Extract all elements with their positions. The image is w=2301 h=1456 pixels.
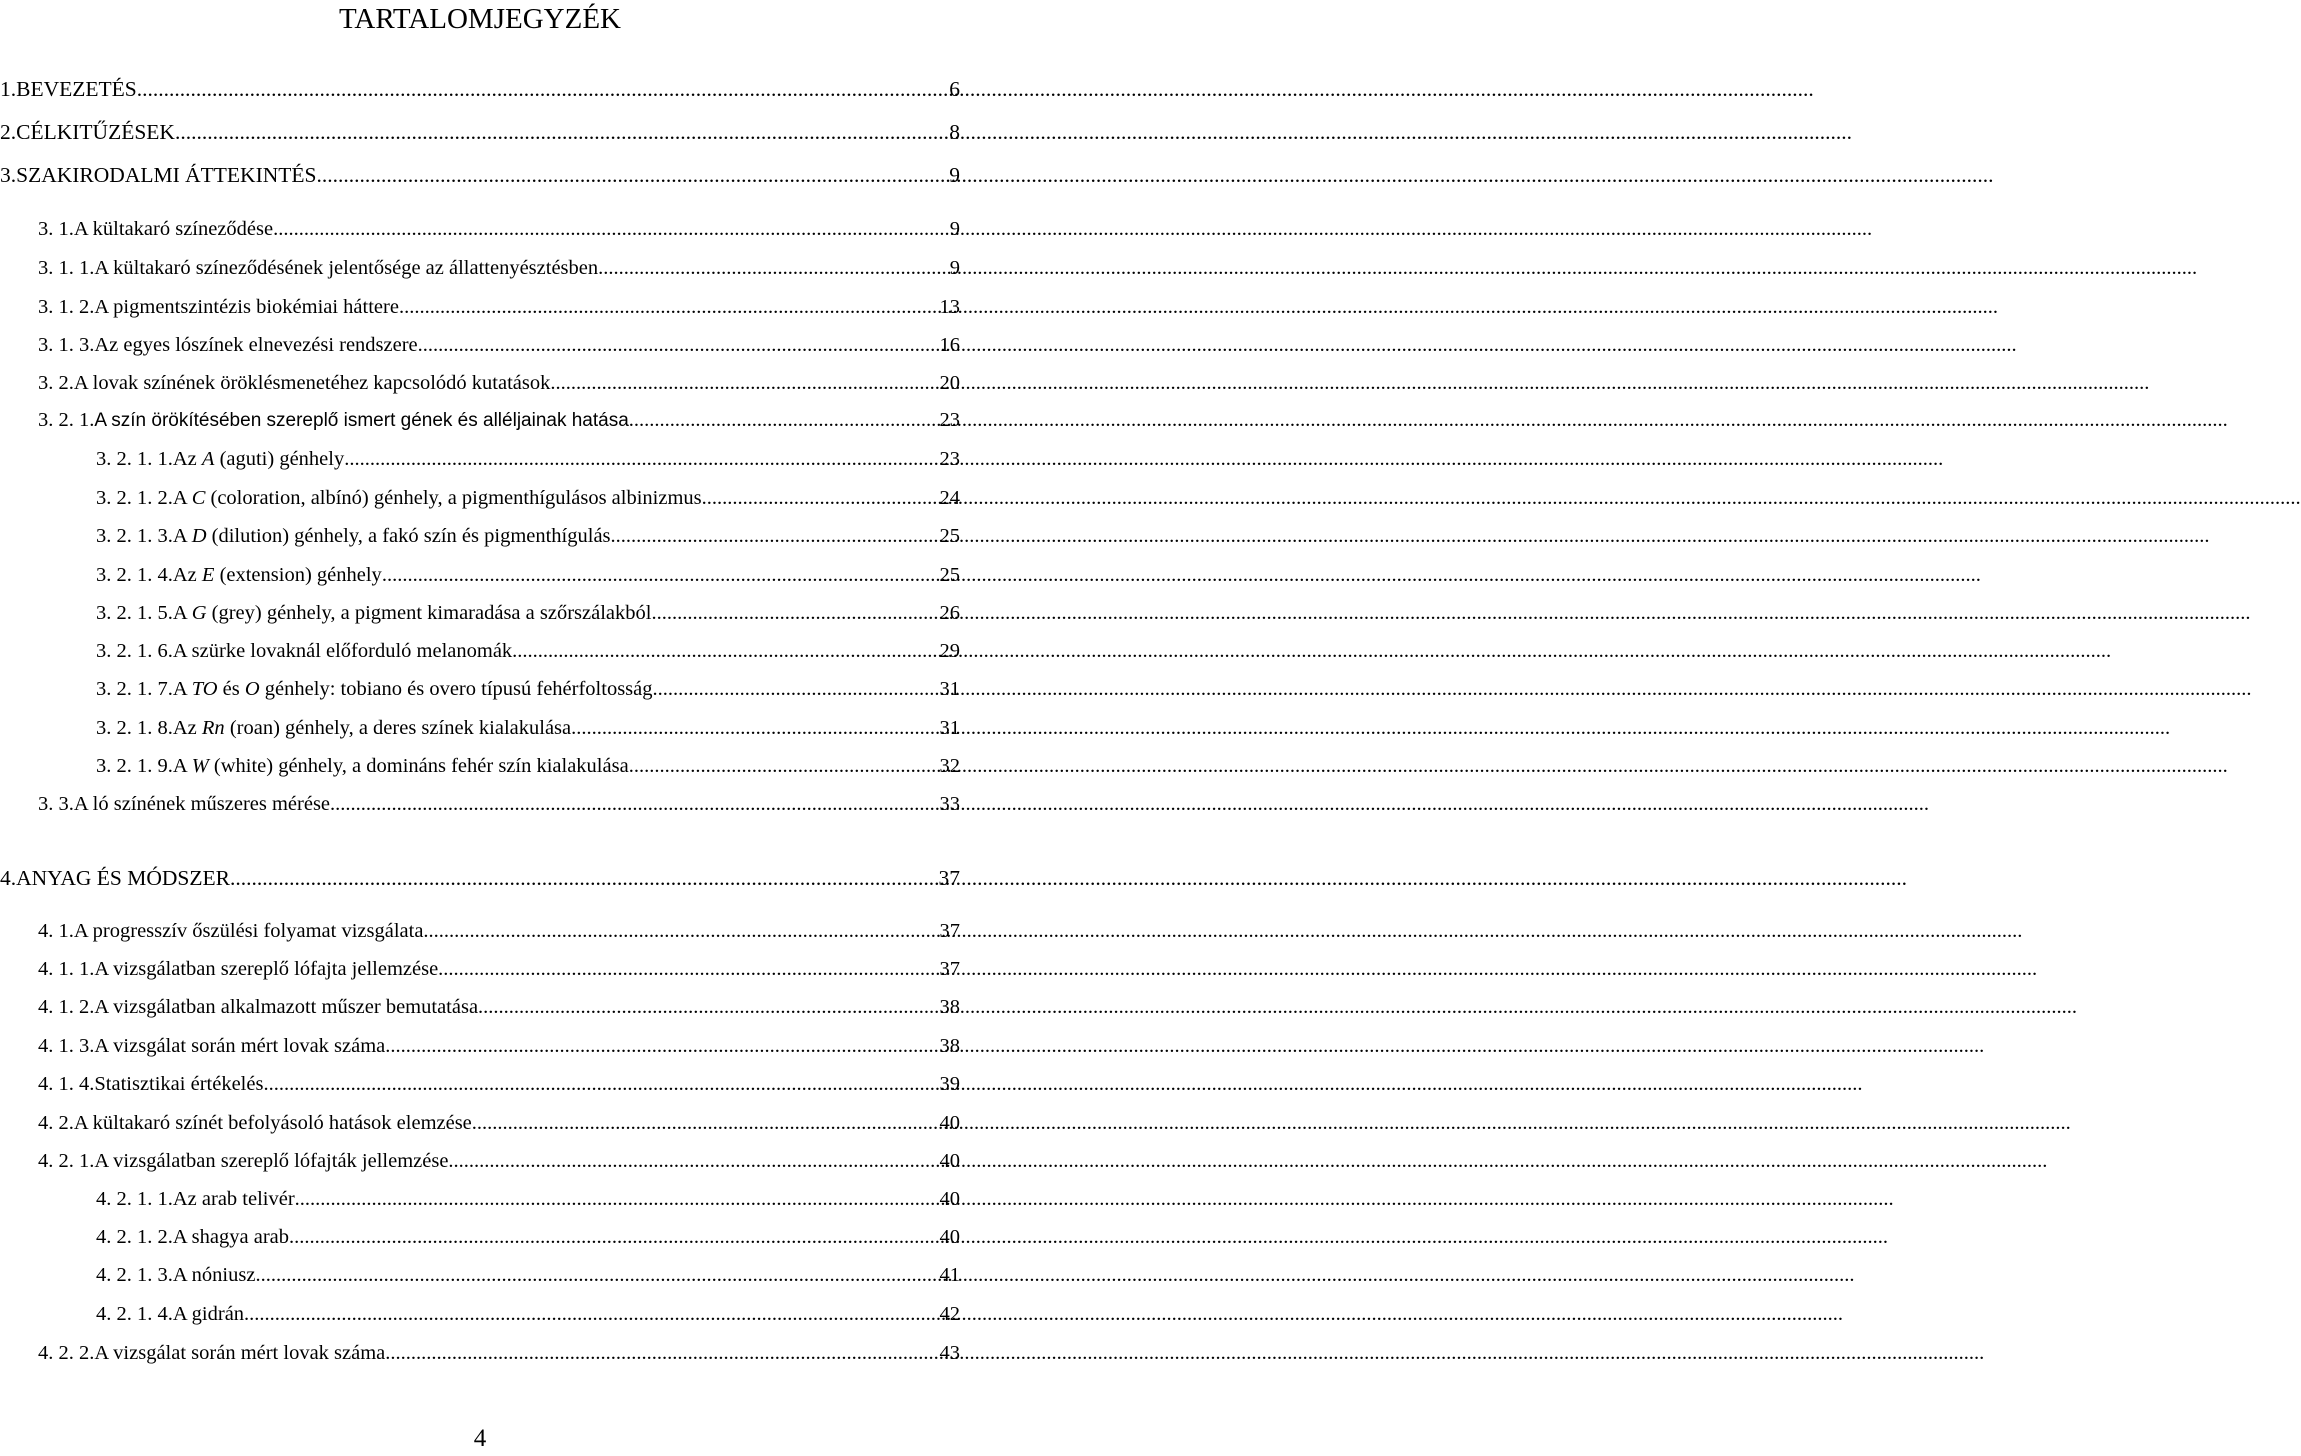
toc-entry-title: Az A (aguti) génhely	[172, 448, 345, 470]
toc-leader-dots	[263, 1065, 939, 1103]
toc-entry-number: 3. 2. 1. 5.	[96, 602, 173, 624]
toc-leader-dots	[330, 785, 939, 823]
toc-entry-number: 3. 2.	[38, 372, 74, 394]
toc-entry-number: 4. 2. 1. 4.	[96, 1303, 173, 1325]
toc-entry[interactable]	[38, 1065, 960, 1103]
toc-entry[interactable]	[0, 113, 960, 151]
toc-leader-dots	[273, 210, 950, 248]
toc-leader-dots	[472, 1104, 940, 1142]
toc-entry-number: 4.	[0, 866, 17, 890]
toc-entry-page: 38	[939, 996, 960, 1018]
toc-entry-title: CÉLKITŰZÉSEK	[16, 120, 175, 144]
toc-entry-page: 9	[949, 163, 960, 187]
toc-leader-dots	[438, 950, 939, 988]
toc-entry[interactable]	[96, 1180, 960, 1218]
toc-entry-number: 4. 2.	[38, 1112, 74, 1134]
toc-entry[interactable]	[96, 632, 960, 670]
toc-leader-dots	[478, 988, 939, 1026]
toc-entry[interactable]	[38, 249, 960, 287]
toc-entry-page: 8	[949, 120, 960, 144]
toc-entry-number: 3. 3.	[38, 793, 74, 815]
toc-leader-dots	[137, 70, 950, 108]
toc-leader-dots	[175, 113, 949, 151]
toc-entry[interactable]	[96, 709, 960, 747]
page-number: 4	[473, 1425, 487, 1452]
toc-entry-title: Az arab telivér	[172, 1188, 295, 1210]
toc-leader-dots	[512, 632, 939, 670]
toc-leader-dots	[230, 859, 939, 897]
toc-entry-number: 3. 2. 1.	[38, 409, 95, 431]
toc-leader-dots	[629, 747, 940, 785]
toc-entry-page: 6	[949, 77, 960, 101]
toc-entry-page: 29	[939, 640, 960, 662]
toc-entry-page: 20	[939, 372, 960, 394]
toc-entry-number: 3.	[0, 163, 17, 187]
toc-entry-page: 43	[939, 1342, 960, 1364]
toc-entry[interactable]	[96, 1256, 960, 1294]
toc-entry-title: A TO és O génhely: tobiano és overo típusú fehérfoltosság	[172, 678, 653, 700]
toc-entry[interactable]	[96, 1218, 960, 1256]
toc-entry-page: 32	[939, 755, 960, 777]
toc-entry-number: 4. 2. 2.	[38, 1342, 95, 1364]
toc-entry[interactable]	[38, 1027, 960, 1065]
toc-entry-page: 26	[939, 602, 960, 624]
toc-entry-number: 3. 1. 1.	[38, 257, 95, 279]
toc-leader-dots	[653, 670, 940, 708]
toc-leader-dots	[629, 401, 940, 439]
toc-entry-number: 4. 1. 1.	[38, 958, 95, 980]
toc-leader-dots	[295, 1180, 940, 1218]
toc-entry[interactable]	[96, 556, 960, 594]
toc-entry-page: 39	[939, 1073, 960, 1095]
toc-entry-title: A pigmentszintézis biokémiai háttere	[94, 296, 399, 318]
toc-entry-number: 4. 2. 1. 2.	[96, 1226, 173, 1248]
toc-entry-page: 13	[939, 296, 960, 318]
toc-entry[interactable]	[38, 988, 960, 1026]
toc-entry-page: 40	[939, 1188, 960, 1210]
toc-leader-dots	[289, 1218, 940, 1256]
toc-entry-title: A vizsgálat során mért lovak száma	[94, 1342, 386, 1364]
toc-entry-title: A kültakaró színeződése	[73, 218, 274, 240]
toc-entry-page: 40	[939, 1150, 960, 1172]
toc-entry-page: 23	[939, 409, 960, 431]
toc-entry[interactable]	[96, 517, 960, 555]
toc-leader-dots	[382, 556, 940, 594]
toc-entry-title: BEVEZETÉS	[16, 77, 137, 101]
toc-entry-number: 3. 2. 1. 1.	[96, 448, 173, 470]
toc-entry-page: 37	[939, 958, 960, 980]
toc-entry-page: 38	[939, 1035, 960, 1057]
toc-entry[interactable]	[38, 326, 960, 364]
toc-entry-title: A vizsgálat során mért lovak száma	[94, 1035, 386, 1057]
toc-entry[interactable]	[38, 785, 960, 823]
toc-entry-title: A G (grey) génhely, a pigment kimaradása a szőrszálakból	[172, 602, 652, 624]
toc-entry-page: 40	[939, 1226, 960, 1248]
toc-entry[interactable]	[38, 1334, 960, 1372]
toc-entry-title: A D (dilution) génhely, a fakó szín és pigmenthígulás	[172, 525, 611, 547]
toc-entry-number: 1.	[0, 77, 17, 101]
toc-leader-dots	[399, 288, 940, 326]
toc-leader-dots	[423, 912, 939, 950]
toc-entry-page: 16	[939, 334, 960, 356]
toc-entry-number: 3. 2. 1. 2.	[96, 487, 173, 509]
toc-entry-page: 33	[939, 793, 960, 815]
toc-entry-title: A vizsgálatban szereplő lófajták jellemzése	[94, 1150, 449, 1172]
toc-entry[interactable]	[96, 670, 960, 708]
toc-leader-dots	[385, 1334, 939, 1372]
toc-leader-dots	[385, 1027, 939, 1065]
toc-entry-number: 3. 2. 1. 3.	[96, 525, 173, 547]
toc-entry-number: 4. 1.	[38, 920, 74, 942]
toc-entry-number: 3. 2. 1. 9.	[96, 755, 173, 777]
toc-leader-dots	[651, 594, 939, 632]
toc-entry[interactable]	[38, 401, 960, 439]
toc-entry-number: 2.	[0, 120, 17, 144]
toc-entry-title: Statisztikai értékelés	[94, 1073, 264, 1095]
toc-entry-number: 4. 2. 1. 1.	[96, 1188, 173, 1210]
toc-entry-title: A szürke lovaknál előforduló melanomák	[172, 640, 513, 662]
toc-entry[interactable]	[38, 912, 960, 950]
toc-entry-page: 24	[939, 487, 960, 509]
toc-entry-title: A gidrán	[172, 1303, 245, 1325]
toc-entry[interactable]	[38, 1142, 960, 1180]
toc-leader-dots	[255, 1256, 939, 1294]
toc-entry-page: 37	[938, 866, 960, 890]
toc-leader-dots	[611, 517, 940, 555]
toc-entry[interactable]	[96, 747, 960, 785]
toc-entry-title: Az Rn (roan) génhely, a deres színek kialakulása	[172, 717, 572, 739]
toc-leader-dots	[317, 156, 950, 194]
toc-entry-number: 4. 1. 3.	[38, 1035, 95, 1057]
toc-leader-dots	[571, 709, 939, 747]
toc-entry-title: A lovak színének öröklésmenetéhez kapcsolódó kutatások	[73, 372, 551, 394]
toc-leader-dots	[244, 1295, 939, 1333]
toc-entry-number: 3. 1.	[38, 218, 74, 240]
toc-entry-page: 25	[939, 564, 960, 586]
toc-entry-title: A ló színének műszeres mérése	[73, 793, 331, 815]
toc-entry-number: 4. 1. 4.	[38, 1073, 95, 1095]
toc-entry[interactable]	[38, 364, 960, 402]
document-title: TARTALOMJEGYZÉK	[339, 3, 621, 35]
toc-entry-number: 4. 2. 1. 3.	[96, 1264, 173, 1286]
toc-entry-number: 3. 2. 1. 4.	[96, 564, 173, 586]
toc-leader-dots	[344, 440, 939, 478]
toc-entry-title: A kültakaró színét befolyásoló hatások elemzése	[73, 1112, 472, 1134]
toc-entry-number: 3. 1. 2.	[38, 296, 95, 318]
toc-entry-title: A kültakaró színeződésének jelentősége az állattenyésztésben	[94, 257, 599, 279]
toc-entry[interactable]	[96, 440, 960, 478]
toc-entry-page: 41	[939, 1264, 960, 1286]
toc-entry[interactable]	[0, 859, 960, 897]
toc-entry-title: A vizsgálatban alkalmazott műszer bemutatása	[94, 996, 479, 1018]
toc-entry-title: A progresszív őszülési folyamat vizsgálata	[73, 920, 424, 942]
toc-leader-dots	[418, 326, 940, 364]
toc-entry[interactable]	[38, 1104, 960, 1142]
toc-entry-page: 23	[939, 448, 960, 470]
toc-entry-number: 3. 2. 1. 6.	[96, 640, 173, 662]
toc-entry[interactable]	[96, 1295, 960, 1333]
toc-leader-dots	[550, 364, 939, 402]
toc-entry-page: 40	[939, 1112, 960, 1134]
toc-entry-page: 9	[949, 257, 960, 279]
toc-entry-page: 31	[939, 717, 960, 739]
toc-entry-page: 9	[949, 218, 960, 240]
toc-entry[interactable]	[0, 70, 960, 108]
toc-entry-page: 42	[939, 1303, 960, 1325]
toc-entry-title: A C (coloration, albínó) génhely, a pigmenthígulásos albinizmus	[172, 487, 702, 509]
toc-entry-number: 4. 1. 2.	[38, 996, 95, 1018]
toc-entry-title: A shagya arab	[172, 1226, 289, 1248]
toc-entry-title: A W (white) génhely, a domináns fehér szín kialakulása	[172, 755, 629, 777]
toc-leader-dots	[598, 249, 950, 287]
toc-entry-title: Az egyes lószínek elnevezési rendszere	[94, 334, 418, 356]
toc-entry-number: 3. 2. 1. 8.	[96, 717, 173, 739]
toc-entry-number: 3. 1. 3.	[38, 334, 95, 356]
toc-entry-number: 3. 2. 1. 7.	[96, 678, 173, 700]
toc-entry-title: SZAKIRODALMI ÁTTEKINTÉS	[16, 163, 317, 187]
toc-leader-dots	[702, 479, 940, 517]
toc-entry[interactable]	[96, 594, 960, 632]
toc-entry-number: 4. 2. 1.	[38, 1150, 95, 1172]
toc-entry-title: A szín örökítésében szereplő ismert gének és alléljainak hatása	[94, 410, 629, 431]
toc-entry[interactable]	[38, 288, 960, 326]
toc-leader-dots	[448, 1142, 939, 1180]
toc-entry[interactable]	[0, 156, 960, 194]
toc-entry-title: Az E (extension) génhely	[172, 564, 382, 586]
toc-entry-title: A vizsgálatban szereplő lófajta jellemzése	[94, 958, 439, 980]
toc-entry[interactable]	[96, 479, 960, 517]
toc-entry-page: 31	[939, 678, 960, 700]
toc-entry[interactable]	[38, 210, 960, 248]
toc-entry-page: 37	[939, 920, 960, 942]
toc-entry[interactable]	[38, 950, 960, 988]
toc-entry-page: 25	[939, 525, 960, 547]
toc-entry-title: ANYAG ÉS MÓDSZER	[16, 866, 230, 890]
toc-entry-title: A nóniusz	[172, 1264, 256, 1286]
